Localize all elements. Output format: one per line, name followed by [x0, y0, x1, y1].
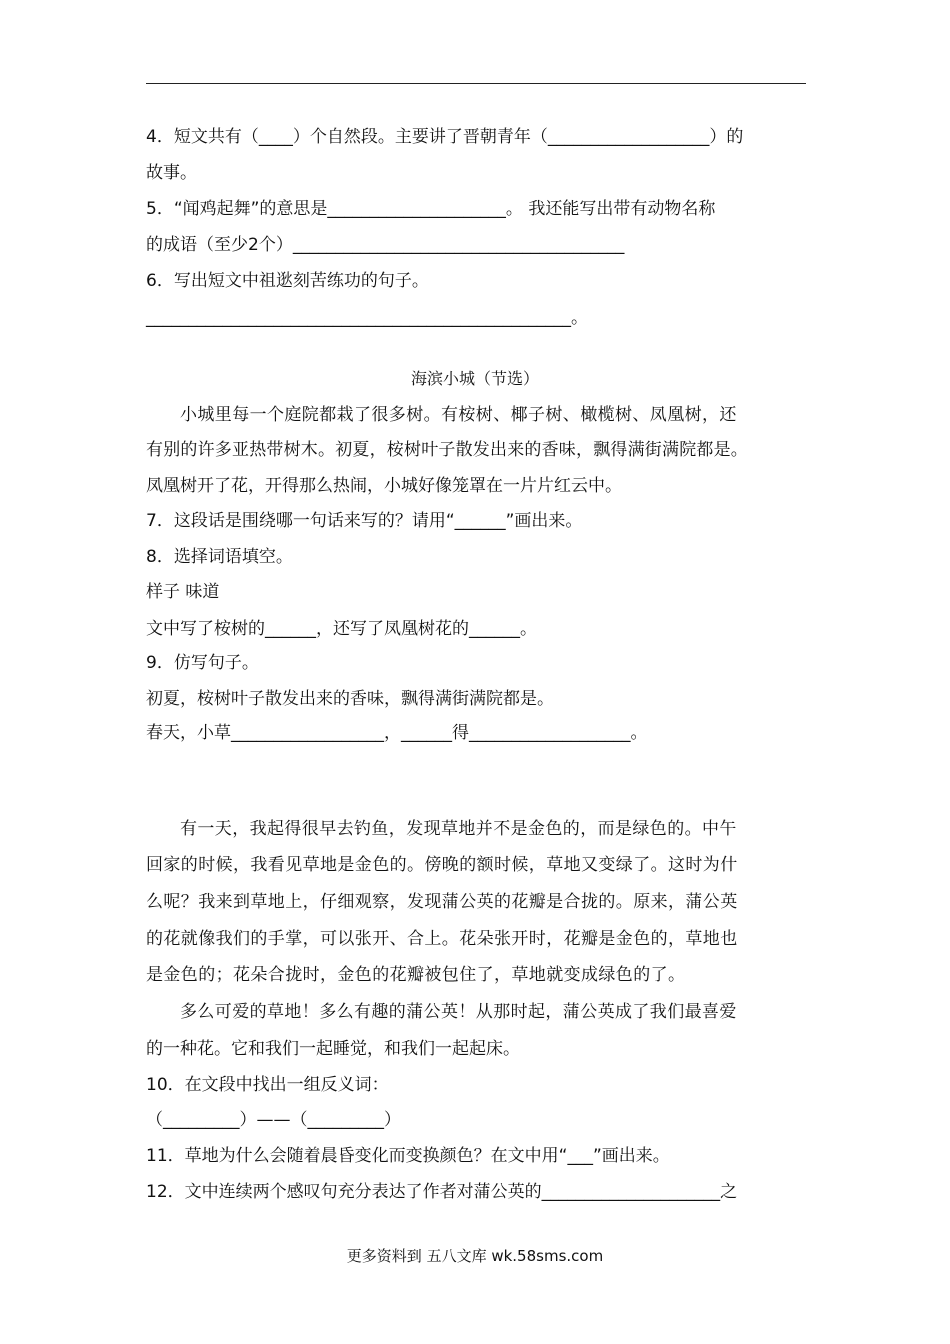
question-9-fill: 春天，小草__________________，______得___________________。 [146, 723, 648, 743]
question-4-line-1: 4．短文共有（____）个自然段。主要讲了晋朝青年（___________________）的 [146, 127, 744, 147]
passage-2-line-7: 的一种花。它和我们一起睡觉，和我们一起起床。 [146, 1039, 520, 1059]
question-5-line-1: 5．“闻鸡起舞”的意思是_____________________。 我还能写出带有动物名称 [146, 199, 716, 219]
passage-2-line-3: 么呢？我来到草地上，仔细观察，发现蒲公英的花瓣是合拢的。原来，蒲公英 [146, 892, 738, 912]
footer-source-link[interactable]: 更多资料到 五八文库 wk.58sms.com [346, 1247, 604, 1265]
passage-2-line-6: 多么可爱的草地！多么有趣的蒲公英！从那时起，蒲公英成了我们最喜爱 [180, 1002, 737, 1022]
question-10: 10．在文段中找出一组反义词： [146, 1075, 389, 1095]
passage-2-line-2: 回家的时候，我看见草地是金色的。傍晚的额时候，草地又变绿了。这时为什 [146, 855, 738, 875]
passage-1-line-3: 凤凰树开了花，开得那么热闹，小城好像笼罩在一片片红云中。 [146, 476, 622, 496]
passage-2-line-4: 的花就像我们的手掌，可以张开、合上。花朵张开时，花瓣是金色的，草地也 [146, 929, 738, 949]
question-9-example: 初夏，桉树叶子散发出来的香味，飘得满街满院都是。 [146, 689, 554, 709]
passage-1-line-2: 有别的许多亚热带树木。初夏，桉树叶子散发出来的香味，飘得满街满院都是。 [146, 440, 748, 460]
passage-2-line-1: 有一天，我起得很早去钓鱼，发现草地并不是金色的，而是绿色的。中午 [180, 819, 737, 839]
passage-2-line-5: 是金色的；花朵合拢时，金色的花瓣被包住了，草地就变成绿色的了。 [146, 965, 686, 985]
passage-1-title: 海滨小城（节选） [410, 369, 539, 388]
question-12: 12．文中连续两个感叹句充分表达了作者对蒲公英的_____________________之 [146, 1182, 738, 1202]
question-10-fill: （_________）——（_________） [146, 1110, 401, 1130]
question-11: 11．草地为什么会随着晨昏变化而变换颜色？在文中用“___”画出来。 [146, 1146, 670, 1166]
question-7: 7．这段话是围绕哪一句话来写的？请用“______”画出来。 [146, 511, 583, 531]
question-6-answer-line: __________________________________________________。 [146, 308, 588, 328]
header-rule [146, 83, 806, 84]
question-8-word-choices: 样子 味道 [146, 582, 220, 602]
question-6-line-1: 6．写出短文中祖逖刻苦练功的句子。 [146, 271, 429, 291]
question-4-line-2: 故事。 [146, 163, 197, 183]
question-8-fill: 文中写了桉树的______，还写了凤凰树花的______。 [146, 619, 537, 639]
question-5-line-2: 的成语（至少2个）_______________________________________ [146, 235, 625, 255]
question-9: 9．仿写句子。 [146, 653, 259, 673]
passage-1-line-1: 小城里每一个庭院都栽了很多树。有桉树、椰子树、橄榄树、凤凰树，还 [180, 405, 737, 425]
question-8: 8．选择词语填空。 [146, 547, 293, 567]
